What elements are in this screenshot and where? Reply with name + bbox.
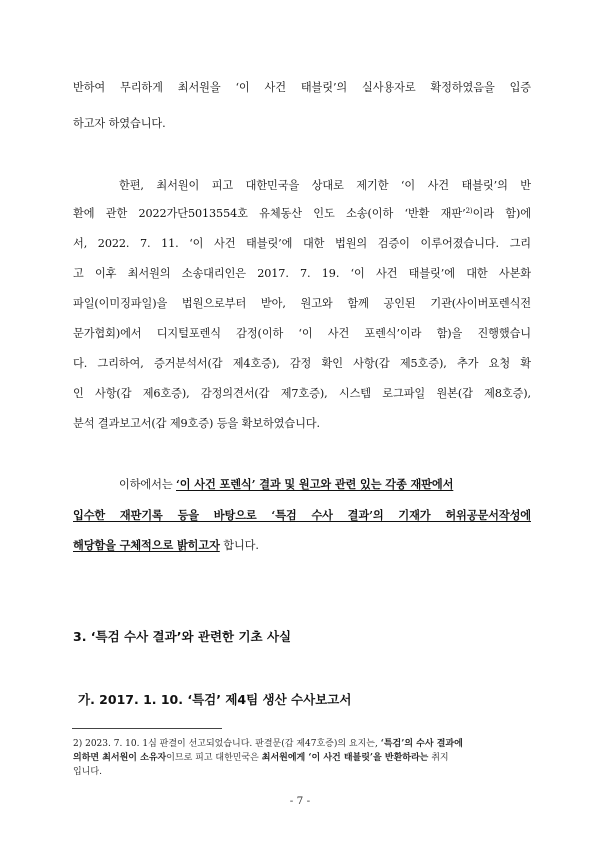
para1-line1: 반하여 무리하게 최서원을 ‘이 사건 태블릿’의 실사용자로 확정하였음을 입증 <box>73 81 531 94</box>
footnote-ref[interactable]: 2) <box>465 207 473 215</box>
para3-line1-emphasis: ‘이 사건 포렌식’ 결과 및 원고와 관련 있는 각종 재판에서 <box>176 477 454 491</box>
footnote-line2-tail: 취지 <box>428 753 449 763</box>
footnote-line1-text: 2) 2023. 7. 10. 1심 판결이 선고되었습니다. 판결문(갑 제47호증)의 요지는, <box>73 739 381 749</box>
footnote-line2-emphasis-a: 의하면 최서원이 소유자 <box>73 753 167 763</box>
para2-line2-tail: 이라 함)에 <box>472 207 531 220</box>
footnote-line1 <box>73 738 530 750</box>
section-heading: 3. ‘특검 수사 결과’와 관련한 기초 사실 <box>73 629 292 644</box>
para3-line1 <box>119 477 531 492</box>
footnote-line2 <box>73 752 530 764</box>
para3-line3-emphasis: 해당함을 구체적으로 밝히고자 <box>73 538 220 552</box>
para2-line4: 고 이후 최서원의 소송대리인은 2017. 7. 19. ‘이 사건 태블릿’에 대한 사본화 <box>73 267 531 280</box>
footnote-line2-text: 이므로 피고 대한민국은 <box>166 753 262 763</box>
para1-line2: 하고자 하였습니다. <box>73 117 166 130</box>
para2-line1: 한편, 최서원이 피고 대한민국을 상대로 제기한 ‘이 사건 태블릿’의 반 <box>119 179 531 192</box>
para2-line9: 분석 결과보고서(갑 제9호증) 등을 확보하였습니다. <box>73 417 320 430</box>
page-number: - 7 - <box>289 795 311 807</box>
footnote-line3: 입니다. <box>73 767 102 777</box>
para2-line6: 문가협회)에서 디지털포렌식 감정(이하 ‘이 사건 포렌식’이라 함)을 진행했습니 <box>73 327 531 340</box>
para3-line3-plain: 합니다. <box>219 539 259 552</box>
para3-line2: 입수한 재판기록 등을 바탕으로 ‘특검 수사 결과’의 기재가 허위공문서작성에 <box>73 508 531 522</box>
footnote-divider <box>72 728 222 729</box>
footnote-line1-emphasis: ‘특검’의 수사 결과에 <box>380 739 463 749</box>
para2-line7: 다. 그리하여, 증거분석서(갑 제4호증), 감정 확인 사항(갑 제5호증), 추가 요청 확 <box>73 357 531 370</box>
para2-line2 <box>73 206 531 221</box>
para3-line1-plain: 이하에서는 <box>119 478 176 491</box>
para2-line8: 인 사항(갑 제6호증), 감정의견서(갑 제7호증), 시스템 로그파일 원본(갑 제8호증), <box>73 387 531 400</box>
subsection-heading: 가. 2017. 1. 10. ‘특검’ 제4팀 생산 수사보고서 <box>78 692 352 707</box>
para2-line2-text: 환에 관한 2022가단5013554호 유체동산 인도 소송(이하 ‘반환 재판’ <box>73 207 466 220</box>
para2-line5: 파일(이미징파일)을 법원으로부터 받아, 원고와 함께 공인된 기관(사이버포렌식전 <box>73 297 531 310</box>
para2-line3: 서, 2022. 7. 11. ‘이 사건 태블릿’에 대한 법원의 검증이 이루어졌습니다. 그리 <box>73 237 531 250</box>
para3-line3 <box>73 538 531 553</box>
footnote-line2-emphasis-b: 최서원에게 ‘이 사건 태블릿’을 반환하라는 <box>261 753 429 763</box>
